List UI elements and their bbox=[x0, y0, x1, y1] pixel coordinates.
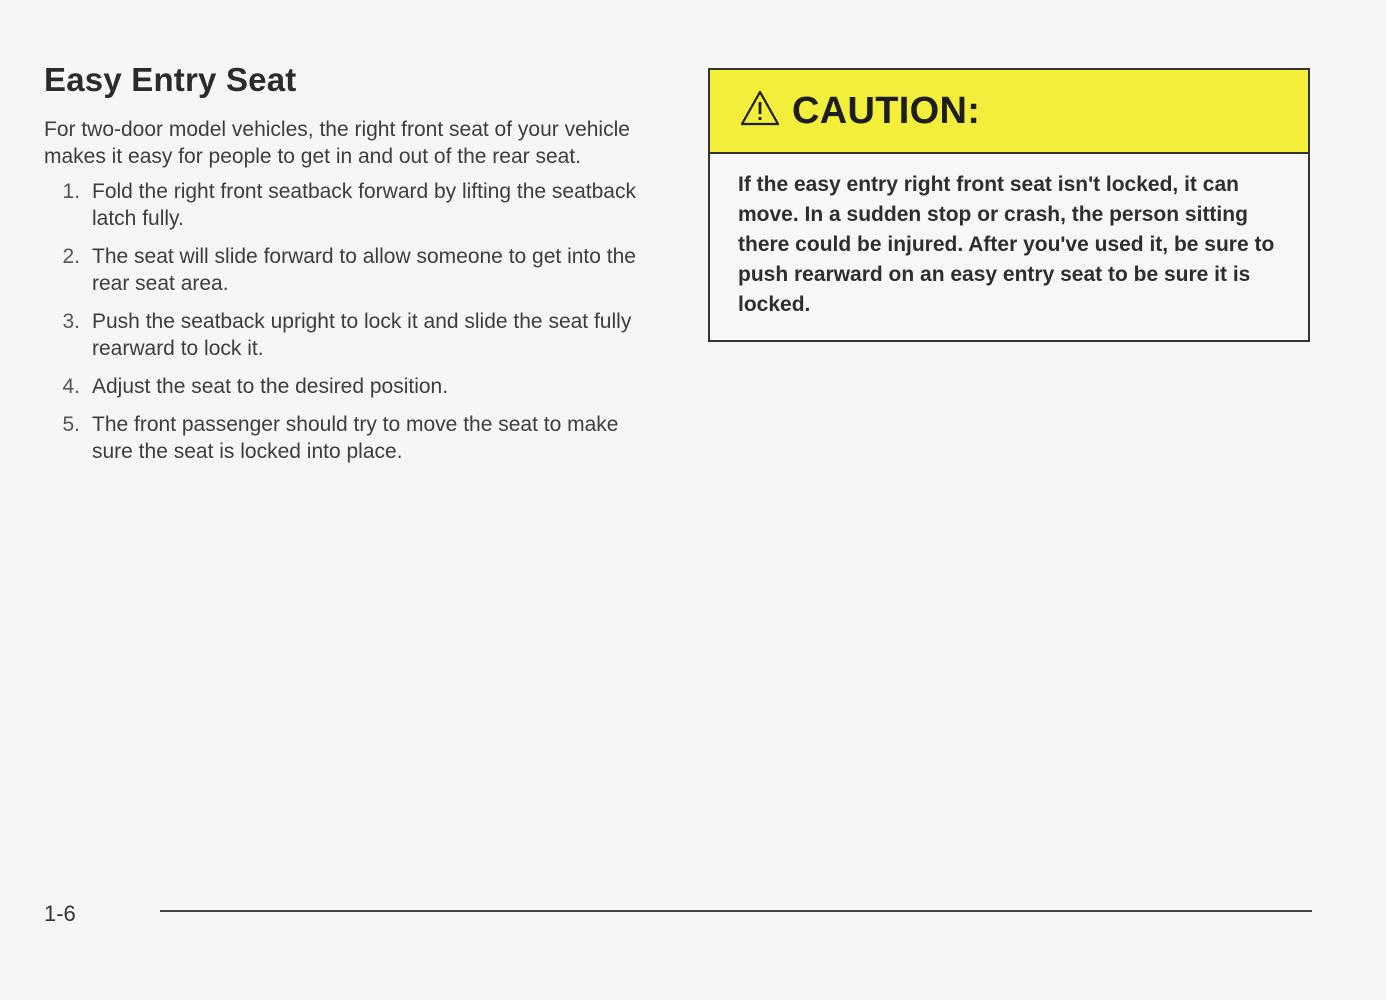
footer-divider bbox=[160, 910, 1312, 912]
step-number: 5. bbox=[62, 413, 80, 436]
step-number: 2. bbox=[62, 245, 80, 268]
step-text: Push the seatback upright to lock it and slide the seat fully rearward to lock it. bbox=[92, 310, 632, 360]
list-item bbox=[44, 308, 656, 362]
list-item bbox=[44, 178, 656, 232]
warning-triangle-icon bbox=[740, 90, 780, 126]
caution-title: CAUTION: bbox=[792, 89, 981, 132]
list-item bbox=[44, 373, 656, 400]
step-number: 3. bbox=[62, 310, 80, 333]
step-number: 4. bbox=[62, 375, 80, 398]
caution-header bbox=[710, 70, 1308, 154]
section-title: Easy Entry Seat bbox=[44, 61, 297, 98]
step-text: Adjust the seat to the desired position. bbox=[92, 375, 449, 398]
page-number: 1-6 bbox=[44, 901, 76, 926]
step-text: The front passenger should try to move the seat to make sure the seat is locked into place. bbox=[92, 413, 619, 463]
steps-list bbox=[44, 178, 656, 465]
list-item bbox=[44, 243, 656, 297]
caution-body: If the easy entry right front seat isn't locked, it can move. In a sudden stop or crash, the person sitting there could be injured. After you've used it, be sure to push rearward on an easy entry seat to be sure it is locked. bbox=[738, 173, 1275, 316]
left-column bbox=[44, 58, 656, 476]
step-text: Fold the right front seatback forward by lifting the seatback latch fully. bbox=[92, 180, 636, 230]
step-number: 1. bbox=[62, 180, 80, 203]
caution-box bbox=[708, 68, 1310, 342]
list-item bbox=[44, 411, 656, 465]
step-text: The seat will slide forward to allow someone to get into the rear seat area. bbox=[92, 245, 636, 295]
intro-paragraph: For two-door model vehicles, the right front seat of your vehicle makes it easy for people to get in and out of the rear seat. bbox=[44, 118, 630, 168]
